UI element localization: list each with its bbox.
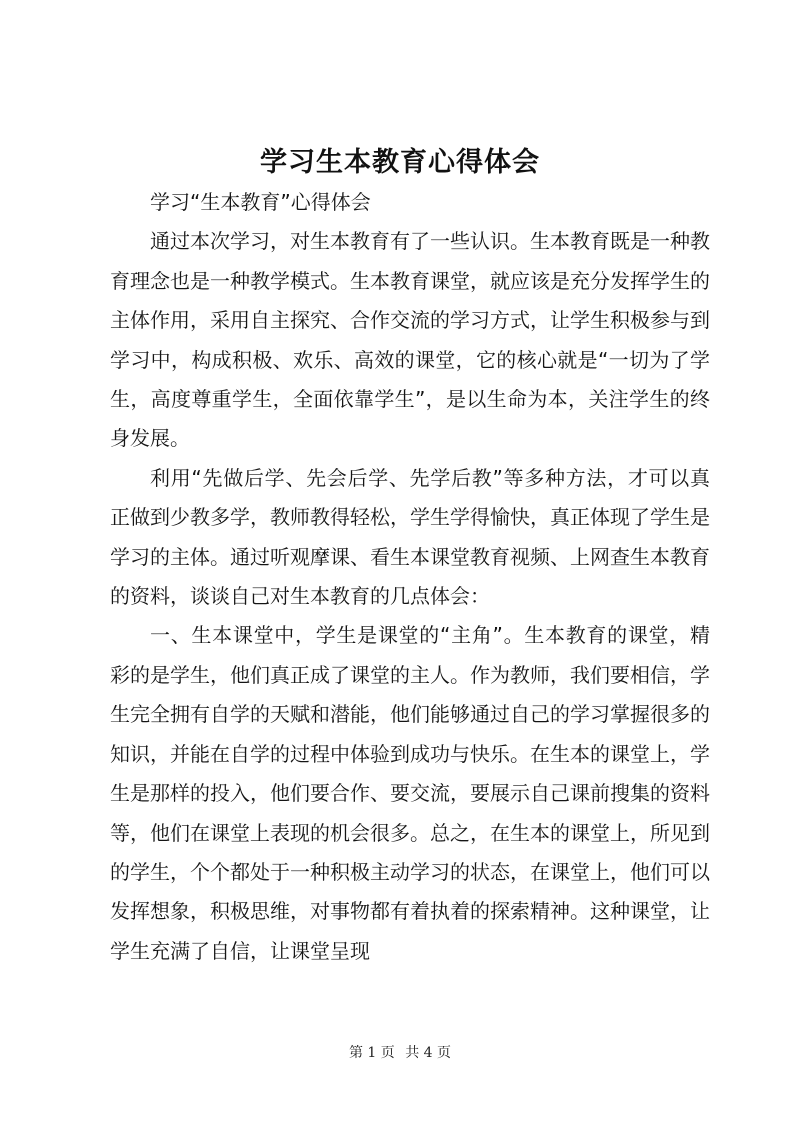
body-paragraph: 利用“先做后学、先会后学、先学后教”等多种方法，才可以真正做到少教多学，教师教得轻松，学生学得愉快，真正体现了学生是学习的主体。通过听观摩课、看生本课堂教育视频、上网查生本教育的资料，谈谈自己对生本教育的几点体会：	[110, 465, 710, 609]
page-footer	[0, 1042, 800, 1062]
page-total: 共 4 页	[405, 1045, 452, 1061]
document-title: 学习生本教育心得体会	[260, 147, 540, 178]
document-body	[110, 183, 710, 971]
subtitle-paragraph: 学习“生本教育”心得体会	[150, 190, 371, 214]
body-paragraph: 通过本次学习，对生本教育有了一些认识。生本教育既是一种教育理念也是一种教学模式。生本教育课堂，就应该是充分发挥学生的主体作用，采用自主探究、合作交流的学习方式，让学生积极参与到学习中，构成积极、欢乐、高效的课堂，它的核心就是“一切为了学生，高度尊重学生，全面依靠学生”，是以生命为本，关注学生的终身发展。	[110, 229, 710, 451]
body-paragraph: 一、生本课堂中，学生是课堂的“主角”。生本教育的课堂，精彩的是学生，他们真正成了课堂的主人。作为教师，我们要相信，学生完全拥有自学的天赋和潜能，他们能够通过自己的学习掌握很多的知识，并能在自学的过程中体验到成功与快乐。在生本的课堂上，学生是那样的投入，他们要合作、要交流，要展示自己课前搜集的资料等，他们在课堂上表现的机会很多。总之，在生本的课堂上，所见到的学生，个个都处于一种积极主动学习的状态，在课堂上，他们可以发挥想象，积极思维，对事物都有着执着的探索精神。这种课堂，让学生充满了自信，让课堂呈现	[110, 623, 710, 963]
page-number: 第 1 页	[348, 1045, 395, 1061]
